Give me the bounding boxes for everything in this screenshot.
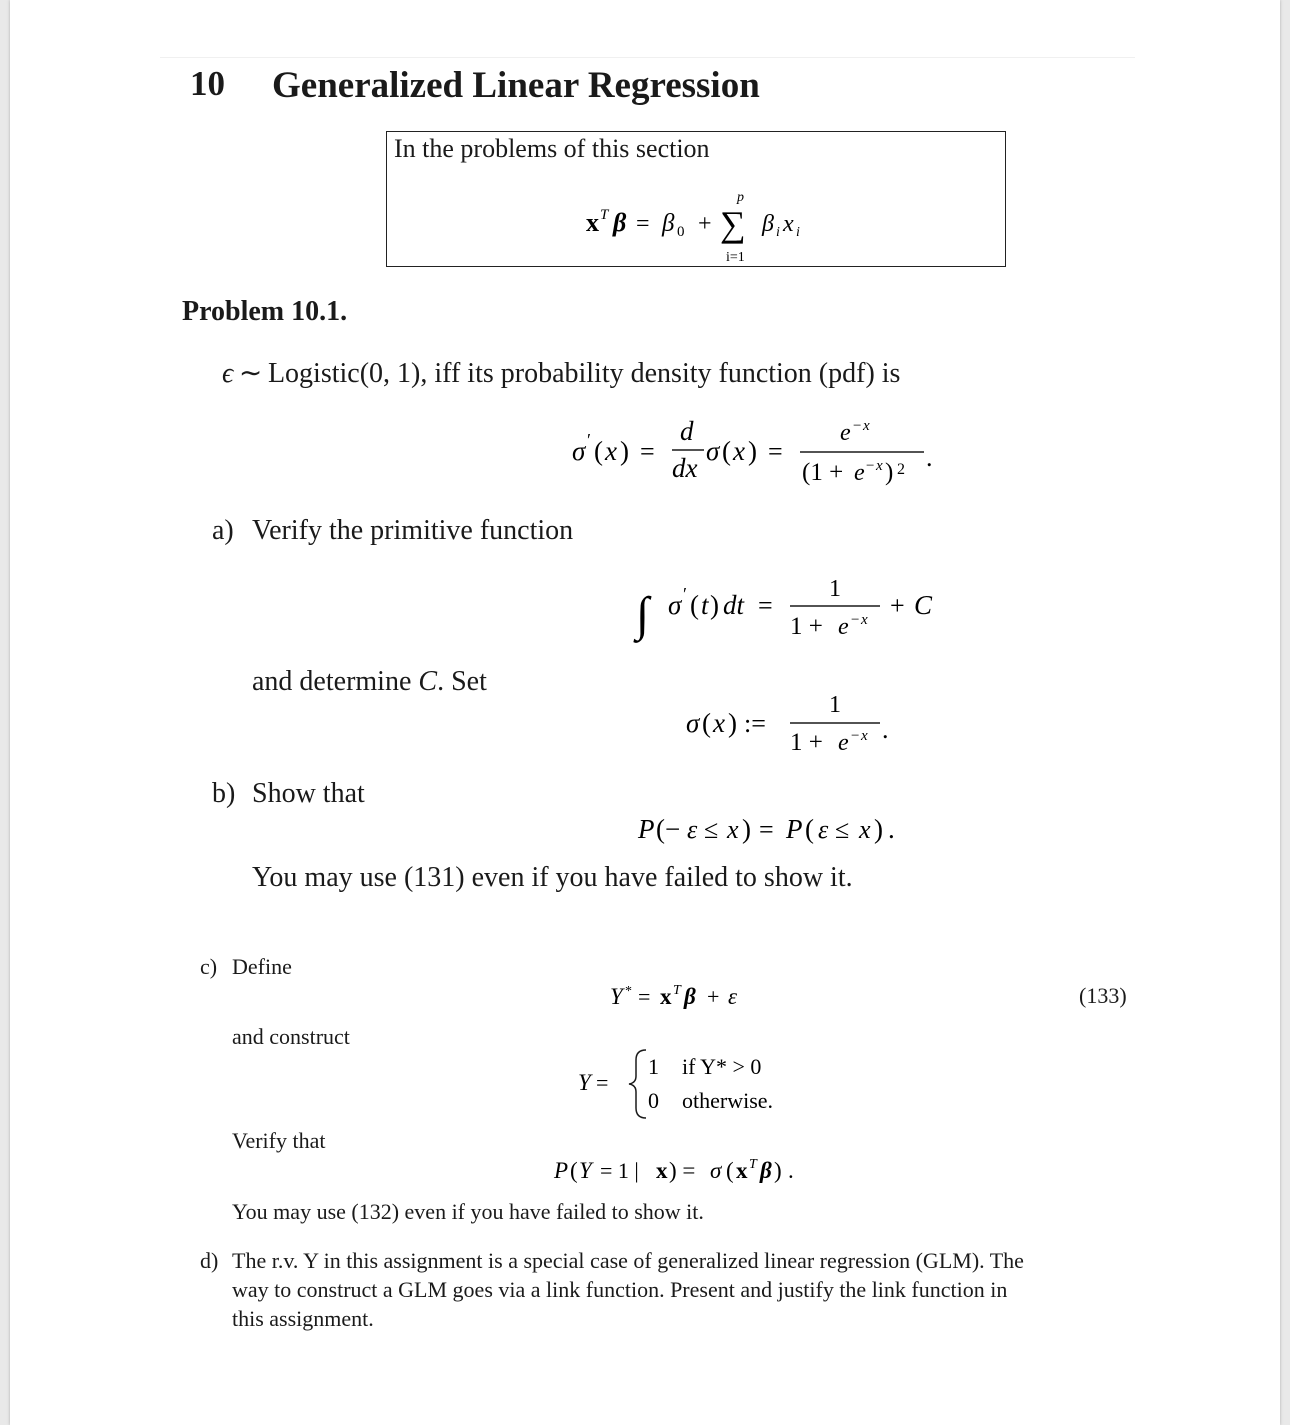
svg-text:β: β <box>762 211 774 237</box>
svg-text:e: e <box>854 460 865 486</box>
part-a-label: a) <box>212 515 234 546</box>
svg-text:σ: σ <box>710 1158 722 1183</box>
equation-number-133: (133) <box>1079 983 1127 1008</box>
latent-variable-equation <box>604 976 784 1016</box>
svg-text:*: * <box>625 984 632 999</box>
svg-text:): ) <box>874 814 883 844</box>
svg-text:=: = <box>758 591 773 620</box>
svg-text:(−: (− <box>656 814 681 844</box>
part-a-after-tail: . Set <box>437 666 487 697</box>
svg-text:x: x <box>861 612 868 628</box>
part-b-text: Show that <box>252 778 365 809</box>
svg-text:′: ′ <box>587 430 591 450</box>
svg-text:t: t <box>701 590 709 620</box>
svg-text:p: p <box>737 190 744 205</box>
svg-text:): ) <box>710 590 719 620</box>
svg-text:): ) <box>728 708 737 738</box>
svg-text:): ) <box>885 459 894 486</box>
svg-text:−: − <box>851 728 860 744</box>
case2-condition: otherwise. <box>682 1088 774 1113</box>
svg-text:−: − <box>853 418 862 434</box>
part-c-note: You may use (132) even if you have failed to show it. <box>232 1199 704 1224</box>
svg-text:∑: ∑ <box>720 204 746 244</box>
svg-text:) =: ) = <box>669 1158 696 1183</box>
symmetry-equation <box>632 804 952 854</box>
svg-text:−: − <box>851 612 860 628</box>
svg-text:1 +: 1 + <box>790 729 823 756</box>
svg-text:= 1 |: = 1 | <box>600 1158 639 1183</box>
svg-text:β: β <box>684 984 696 1009</box>
case2-value: 0 <box>648 1088 659 1113</box>
svg-text:=: = <box>636 211 650 237</box>
svg-text:T: T <box>600 207 609 223</box>
part-d-line-2: way to construct a GLM goes via a link function. Present and justify the link function in <box>232 1277 1008 1302</box>
section-number: 10 <box>190 64 225 103</box>
svg-text:=: = <box>640 437 655 466</box>
part-a-after <box>252 666 487 698</box>
svg-text:≤: ≤ <box>704 815 719 844</box>
svg-text:P: P <box>638 814 655 844</box>
part-c-text: Define <box>232 954 292 979</box>
svg-text:): ) <box>748 436 757 466</box>
svg-text:T: T <box>749 1157 757 1172</box>
svg-text:x: x <box>876 458 883 474</box>
svg-text:(: ( <box>722 436 731 466</box>
top-rule <box>160 57 1135 58</box>
svg-text:Y: Y <box>610 984 623 1009</box>
piecewise-equation <box>574 1044 804 1124</box>
part-d-label: d) <box>200 1248 219 1273</box>
svg-text:e: e <box>838 614 849 640</box>
part-d-line-1: The r.v. Y in this assignment is a special case of generalized linear regression (GLM). The <box>232 1248 1024 1273</box>
problem-title: Problem 10.1. <box>182 296 348 327</box>
svg-text:≤: ≤ <box>835 815 850 844</box>
svg-text::=: := <box>744 709 766 738</box>
part-d-line-3: this assignment. <box>232 1306 374 1331</box>
svg-text:σ: σ <box>668 590 682 620</box>
svg-text:σ: σ <box>686 708 700 738</box>
svg-text:′: ′ <box>683 584 687 604</box>
svg-text:+: + <box>890 591 905 620</box>
svg-text:(: ( <box>702 708 711 738</box>
svg-text:dx: dx <box>672 453 698 483</box>
svg-text:.: . <box>882 715 889 744</box>
svg-text:i: i <box>796 225 800 240</box>
svg-text:β: β <box>613 208 627 237</box>
svg-text:Y: Y <box>579 1158 592 1183</box>
svg-text:x: x <box>727 815 739 844</box>
svg-text:x: x <box>605 436 617 466</box>
svg-text:(: ( <box>805 814 814 844</box>
svg-text:): ) <box>620 436 629 466</box>
svg-text:ε: ε <box>818 815 829 844</box>
probability-equation <box>548 1150 828 1190</box>
svg-text:=: = <box>759 815 774 844</box>
svg-text:Y: Y <box>578 1070 591 1095</box>
part-c-construct: and construct <box>232 1024 350 1049</box>
svg-text:+: + <box>698 211 712 237</box>
part-a-after-text: and determine <box>252 666 412 697</box>
svg-text:): ) <box>774 1158 782 1183</box>
svg-text:e: e <box>840 420 851 446</box>
svg-text:ε: ε <box>728 984 738 1009</box>
svg-text:): ) <box>742 814 751 844</box>
sigmoid-definition-equation <box>682 686 912 766</box>
svg-text:(: ( <box>690 590 699 620</box>
svg-text:P: P <box>554 1158 569 1183</box>
part-c-verify: Verify that <box>232 1128 326 1153</box>
svg-text:i=1: i=1 <box>726 250 745 265</box>
svg-text:dt: dt <box>723 590 745 620</box>
svg-text:x: x <box>656 1158 668 1183</box>
svg-text:β: β <box>760 1158 772 1183</box>
linear-predictor-equation <box>580 185 820 265</box>
svg-text:ε: ε <box>687 815 698 844</box>
svg-text:σ: σ <box>706 436 720 466</box>
svg-text:0: 0 <box>677 224 685 240</box>
part-b-label: b) <box>212 778 236 809</box>
svg-text:i: i <box>776 225 780 240</box>
svg-text:e: e <box>838 730 849 756</box>
primitive-function-equation <box>632 568 952 648</box>
svg-text:x: x <box>733 436 745 466</box>
svg-text:(: ( <box>726 1158 734 1183</box>
svg-text:(: ( <box>570 1158 578 1183</box>
logistic-intro-text: ∼ Logistic(0, 1), iff its probability density function (pdf) is <box>233 358 901 389</box>
svg-text:.: . <box>926 443 933 472</box>
section-title: Generalized Linear Regression <box>272 65 760 106</box>
svg-text:1: 1 <box>829 692 841 718</box>
svg-text:C: C <box>914 590 933 620</box>
case1-condition: if Y* > 0 <box>682 1054 762 1079</box>
case1-value: 1 <box>648 1054 659 1079</box>
svg-text:x: x <box>660 984 672 1009</box>
part-a-text: Verify the primitive function <box>252 515 574 546</box>
svg-text:+: + <box>707 984 720 1009</box>
svg-text:x: x <box>736 1158 748 1183</box>
svg-text:=: = <box>638 984 651 1009</box>
svg-text:x: x <box>783 211 794 237</box>
svg-text:∫: ∫ <box>636 588 650 641</box>
logistic-intro <box>222 356 900 390</box>
part-b-note: You may use (131) even if you have failed to show it. <box>252 862 853 893</box>
definition-intro: In the problems of this section <box>394 134 710 163</box>
svg-text:T: T <box>673 983 681 998</box>
svg-text:x: x <box>859 815 871 844</box>
svg-text:x: x <box>586 208 599 237</box>
svg-text:d: d <box>680 416 694 446</box>
epsilon-symbol: ϵ <box>222 358 234 389</box>
svg-text:1: 1 <box>829 576 841 602</box>
svg-text:x: x <box>861 728 868 744</box>
svg-text:−: − <box>866 458 875 474</box>
svg-text:(1 +: (1 + <box>802 459 844 486</box>
svg-text:x: x <box>863 418 870 434</box>
svg-text:.: . <box>788 1158 794 1183</box>
part-a-after-var: C <box>418 666 438 697</box>
part-c-label: c) <box>200 954 218 979</box>
svg-text:=: = <box>768 437 783 466</box>
svg-text:.: . <box>888 814 895 844</box>
svg-text:P: P <box>786 814 803 844</box>
svg-text:x: x <box>713 708 725 738</box>
svg-text:2: 2 <box>897 461 905 478</box>
svg-text:σ: σ <box>572 436 586 466</box>
svg-text:=: = <box>596 1070 609 1095</box>
svg-text:1 +: 1 + <box>790 613 823 640</box>
pdf-equation <box>568 412 948 492</box>
svg-text:β: β <box>662 210 675 237</box>
svg-text:(: ( <box>594 436 603 466</box>
